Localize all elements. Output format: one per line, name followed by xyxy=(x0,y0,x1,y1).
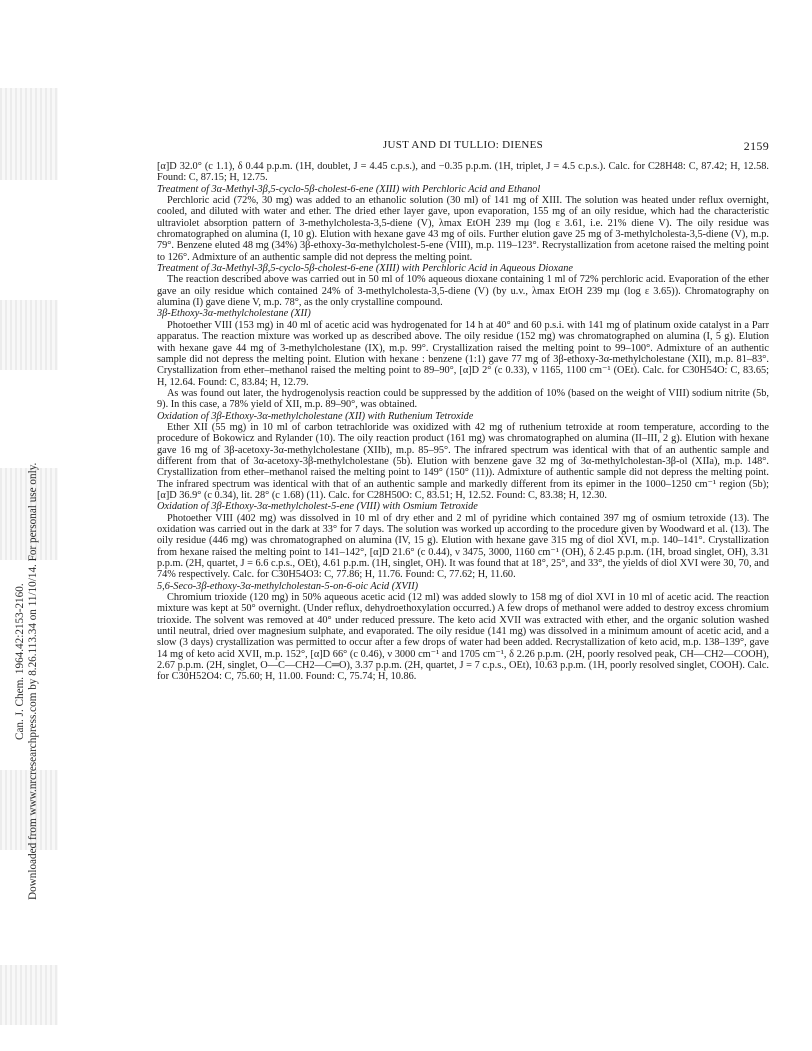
scan-artifact xyxy=(0,965,58,1025)
left-margin-strip xyxy=(0,0,62,1051)
paragraph: Photoether VIII (153 mg) in 40 ml of acetic acid was hydrogenated for 14 h at 40° and 60 p.s.i. with 141 mg of platinum oxide catalyst in a Parr apparatus. The reaction mixture was worked up as described above. The oily residue (152 mg) was chromatographed on alumina (I, 5 g). Elution with hexane gave 44 mg of 3-methylcholestane (IX), m.p. 99°. Crystallization raised the melting point to 99–100°. Admixture of an authentic sample did not depress the melting point. Elution with hexane : benzene (1:1) gave 77 mg of 3β-ethoxy-3α-methylcholestane (XII), m.p. 81–83°. Crystallization from ether–methanol raised the melting point to 89–90°, [α]D 2° (c 0.33), ν 1165, 1100 cm⁻¹ (OEt). Calc. for C30H54O: C, 83.65; H, 12.64. Found: C, 83.84; H, 12.79. xyxy=(157,319,769,388)
section-heading: 5,6-Seco-3β-ethoxy-3α-methylcholestan-5-on-6-oic Acid (XVII) xyxy=(157,580,419,592)
paragraph: The reaction described above was carried out in 50 ml of 10% aqueous dioxane containing 1 ml of 72% perchloric acid. Evaporation of the ether gave an oily residue which contained 24% of 3-methylcholesta-3,5-diene (V) (by u.v., λmax EtOH 239 mμ (log ε 3.65)). Chromatography on alumina (I) gave diene V, m.p. 78°, as the only crystalline compound. xyxy=(157,274,769,309)
watermark-citation: Can. J. Chem. 1964.42:2153-2160. xyxy=(14,583,26,740)
section-heading: Treatment of 3α-Methyl-3β,5-cyclo-5β-cholest-6-ene (XIII) with Perchloric Acid and Ethanol xyxy=(157,183,541,195)
paragraph: Ether XII (55 mg) in 10 ml of carbon tetrachloride was oxidized with 42 mg of ruthenium tetroxide at room temperature, according to the procedure of Bokowicz and Rylander (10). The oily reaction product (161 mg) was chromatographed on alumina (II–III, 2 g). Elution with hexane gave 16 mg of 3β-acetoxy-3α-methylcholestane (XIIb), m.p. 85–95°. The infrared spectrum was identical with that of an authentic sample and different from that of 3α-acetoxy-3β-methylcholestane (5b). Elution with benzene gave 32 mg of 3α-methylcholestan-3β-ol (XIIa), m.p. 148°. Crystallization from ether–methanol raised the melting point to 149° (150° (11)). Admixture of authentic sample did not depress the melting point. The infrared spectrum was identical with that of an authentic sample and markedly different from its epimer in the 1000–1250 cm⁻¹ region (5b); [α]D 36.9° (c 0.34), lit. 28° (c 1.68) (11). Calc. for C28H50O: C, 83.51; H, 12.52. Found: C, 83.38; H, 12.30. xyxy=(157,421,769,501)
running-head xyxy=(157,139,769,153)
scan-artifact xyxy=(0,88,58,180)
paragraph: Chromium trioxide (120 mg) in 50% aqueous acetic acid (12 ml) was added slowly to 158 mg of diol XVI in 10 ml of acetic acid. The reaction mixture was kept at 50° overnight. (Under reflux, dehydroethoxylation occurred.) A few drops of methanol were added to destroy excess chromium trioxide. The solvent was removed at 40° under reduced pressure. The keto acid XVII was extracted with ether, and the organic solution washed until neutral, dried over magnesium sulphate, and evaporated. The oily residue (141 mg) was dissolved in a minimum amount of acetic acid, and a slow (3 days) crystallization was permitted to occur after a few drops of water had been added. Recrystallization of keto acid, m.p. 138–139°, gave 14 mg of keto acid XVII, m.p. 152°, [α]D 66° (c 0.46), ν 3000 cm⁻¹ and 1705 cm⁻¹, δ 2.26 p.p.m. (2H, poorly resolved peak, CH—CH2—COOH), 2.67 p.p.m. (2H, singlet, O—C—CH2—C═O), 3.37 p.p.m. (2H, quartet, J = 7 c.p.s., OEt), 10.63 p.p.m. (1H, poorly resolved singlet, COOH). Calc. for C30H52O4: C, 75.60; H, 11.00. Found: C, 75.74; H, 10.86. xyxy=(157,592,769,683)
paragraph: Photoether VIII (402 mg) was dissolved in 10 ml of dry ether and 2 ml of pyridine which contained 397 mg of osmium tetroxide (13). The oxidation was carried out in the dark at 33° for 7 days. The solution was worked up according to the procedure given by Woodward et al. (13). The oily residue (446 mg) was chromatographed on alumina (IV, 15 g). Elution with hexane gave 315 mg of diol XVI, m.p. 140–141°. Crystallization from hexane raised the melting point to 141–142°, [α]D 21.6° (c 0.44), ν 3475, 3000, 1160 cm⁻¹ (OH), δ 2.45 p.p.m. (1H, broad singlet, OH), 3.31 p.p.m. (2H, quartet, J = 6.6 c.p.s., OEt), 4.61 p.p.m. (1H, singlet, OH). It was found that at 18°, 25°, and 33°, the yields of diol XVI were 30, 70, and 74% respectively. Calc. for C30H54O3: C, 77.86; H, 11.76. Found: C, 77.62; H, 11.60. xyxy=(157,512,769,581)
article-body xyxy=(157,161,769,683)
download-watermark xyxy=(14,180,40,900)
paragraph: [α]D 32.0° (c 1.1), δ 0.44 p.p.m. (1H, doublet, J = 4.45 c.p.s.), and −0.35 p.p.m. (1H, triplet, J = 4.5 c.p.s.). Calc. for C28H48: C, 87.42; H, 12.58. Found: C, 87.15; H, 12.75. xyxy=(157,161,769,184)
paragraph: Perchloric acid (72%, 30 mg) was added to an ethanolic solution (30 ml) of 141 mg of XIII. The solution was heated under reflux overnight, cooled, and diluted with water and ether. The dried ether layer gave, upon evaporation, 155 mg of an oily residue, which had the characteristic ultraviolet absorption pattern of 3-methylcholesta-3,5-diene (V), λmax EtOH 239 mμ (log ε 3.61, i.e. 21% diene V). The oily residue was chromatographed on alumina (I, 10 g). Elution with hexane gave 43 mg of oils. Further elution gave 25 mg of 3-methylcholesta-3,5-diene (V), m.p. 79°. Benzene eluted 48 mg (34%) 3β-ethoxy-3α-methylcholest-5-ene (VIII), m.p. 119–123°. Recrystallization from acetone raised the melting point to 126°. Admixture of an authentic sample did not depress the melting point. xyxy=(157,195,769,263)
section-heading: Oxidation of 3β-Ethoxy-3α-methylcholest-5-ene (VIII) with Osmium Tetroxide xyxy=(157,501,478,513)
watermark-download-notice: Downloaded from www.nrcresearchpress.com by 8.26.113.34 on 11/10/14. For personal use only. xyxy=(27,462,39,900)
section-heading: Oxidation of 3β-Ethoxy-3α-methylcholestane (XII) with Ruthenium Tetroxide xyxy=(157,410,474,422)
section-heading: 3β-Ethoxy-3α-methylcholestane (XII) xyxy=(157,308,311,320)
page-number: 2159 xyxy=(743,139,769,153)
section-heading: Treatment of 3α-Methyl-3β,5-cyclo-5β-cholest-6-ene (XIII) with Perchloric Acid in Aqueous Dioxane xyxy=(157,263,573,275)
running-head-title: JUST AND DI TULLIO: DIENES xyxy=(382,139,544,151)
paragraph: As was found out later, the hydrogenolysis reaction could be suppressed by the addition of 10% (based on the weight of VIII) sodium nitrite (5b, 9). In this case, a 78% yield of XII, m.p. 89–90°, was obtained. xyxy=(157,387,769,411)
